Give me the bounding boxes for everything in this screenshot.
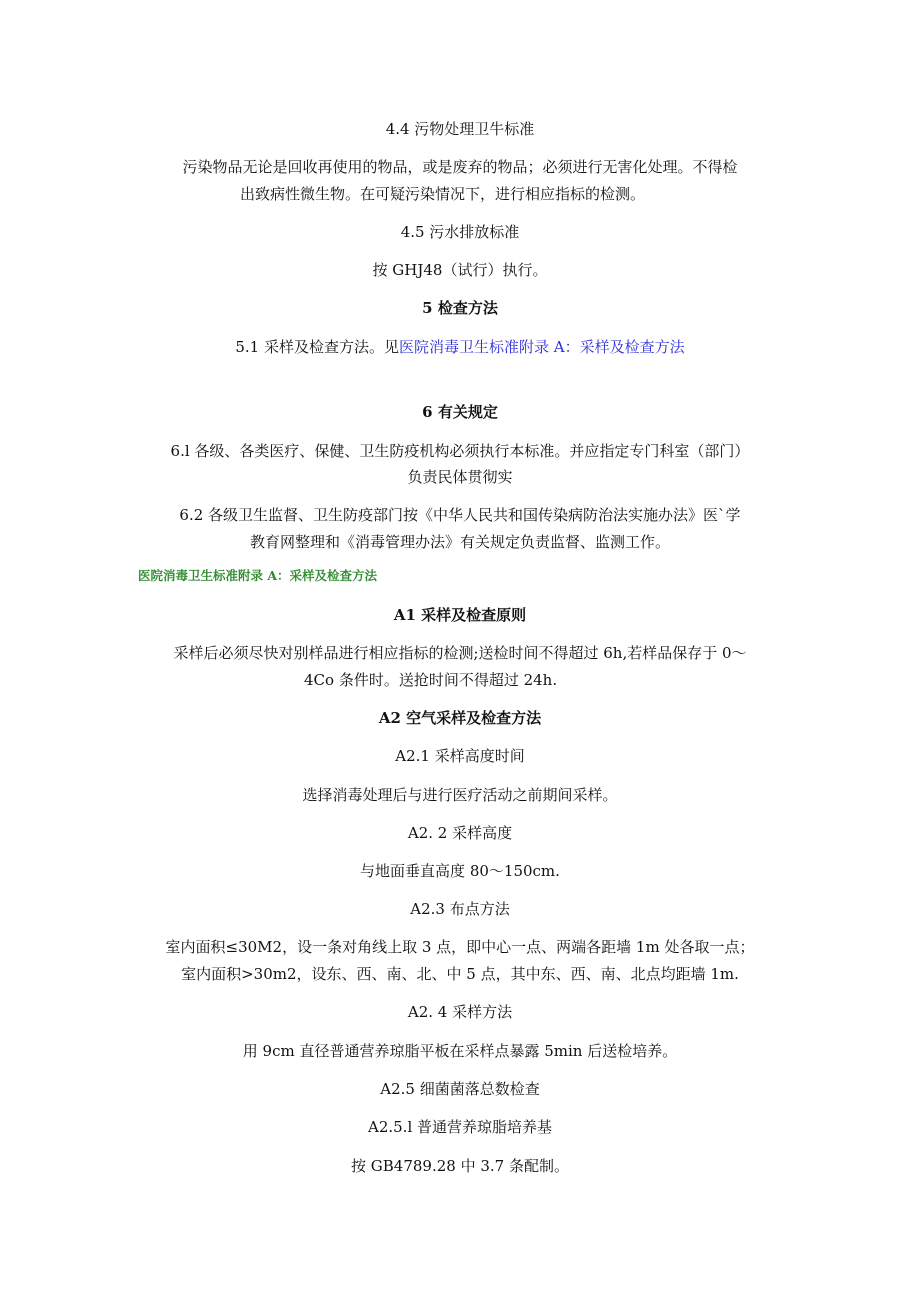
a2-3-body-line1: 室内面积≤30M2，设一条对角线上取 3 点，即中心一点、两端各距墙 1m 处各取一点； <box>165 938 755 956</box>
section-4-4-heading: 4.4 污物处理卫牛标准 <box>385 120 535 138</box>
section-5-heading: 5 检查方法 <box>422 299 498 317</box>
section-6-2-line1: 6.2 各级卫生监督、卫生防疫部门按《中华人民共和国传染病防治法实施办法》医`学 <box>179 506 741 524</box>
a1-heading: A1 采样及检查原则 <box>393 606 527 624</box>
section-4-4-body-line1: 污染物品无论是回收再使用的物品，或是废弃的物品；必须进行无害化处理。不得检 <box>182 158 738 176</box>
section-4-5-heading: 4.5 污水排放标准 <box>400 223 520 241</box>
section-6-1-line2: 负责民体贯彻实 <box>407 468 513 486</box>
section-6-2-line2: 教育网整理和《消毒管理办法》有关规定负责监督、监测工作。 <box>249 533 670 551</box>
section-4-4-body-line2: 出致病性微生物。在可疑污染情况下，进行相应指标的检测。 <box>240 185 646 203</box>
a2-3-body-line2: 室内面积>30m2，设东、西、南、北、中 5 点，其中东、西、南、北点均距墙 1m. <box>181 965 739 983</box>
section-6-1-line1: 6.l 各级、各类医疗、保健、卫生防疫机构必须执行本标准。并应指定专门科室（部门） <box>170 442 750 460</box>
a2-5-heading: A2.5 细菌菌落总数检查 <box>380 1080 540 1098</box>
a1-body-line2: 4Co 条件时。送抢时间不得超过 24h. <box>304 671 558 689</box>
appendix-a-link[interactable]: 医院消毒卫生标准附录 A：采样及检查方法 <box>399 338 685 356</box>
section-5-1-line <box>0 337 920 357</box>
a2-1-heading: A2.1 采样高度时间 <box>395 747 525 765</box>
a1-body-line1: 采样后必须尽快对别样品进行相应指标的检测;送检时间不得超过 6h,若样品保存于 0～ <box>173 644 747 662</box>
a2-4-body: 用 9cm 直径普通营养琼脂平板在采样点暴露 5min 后送检培养。 <box>242 1042 678 1060</box>
a2-2-heading: A2. 2 采样高度 <box>407 824 513 842</box>
a2-5-1-heading: A2.5.l 普通营养琼脂培养基 <box>367 1118 553 1136</box>
a2-3-heading: A2.3 布点方法 <box>410 900 510 918</box>
section-4-5-body: 按 GHJ48（试行）执行。 <box>372 261 548 279</box>
section-5-1-text: 5.1 采样及检查方法。见 <box>235 338 399 356</box>
a2-2-body: 与地面垂直高度 80～150cm. <box>360 862 560 880</box>
a2-4-heading: A2. 4 采样方法 <box>407 1003 513 1021</box>
a2-5-1-body: 按 GB4789.28 中 3.7 条配制。 <box>351 1157 569 1175</box>
a2-heading: A2 空气采样及检查方法 <box>378 709 542 727</box>
section-6-heading: 6 有关规定 <box>422 403 498 421</box>
a2-1-body: 选择消毒处理后与进行医疗活动之前期间采样。 <box>302 786 618 804</box>
appendix-a-title: 医院消毒卫生标准附录 A：采样及检查方法 <box>138 568 378 583</box>
